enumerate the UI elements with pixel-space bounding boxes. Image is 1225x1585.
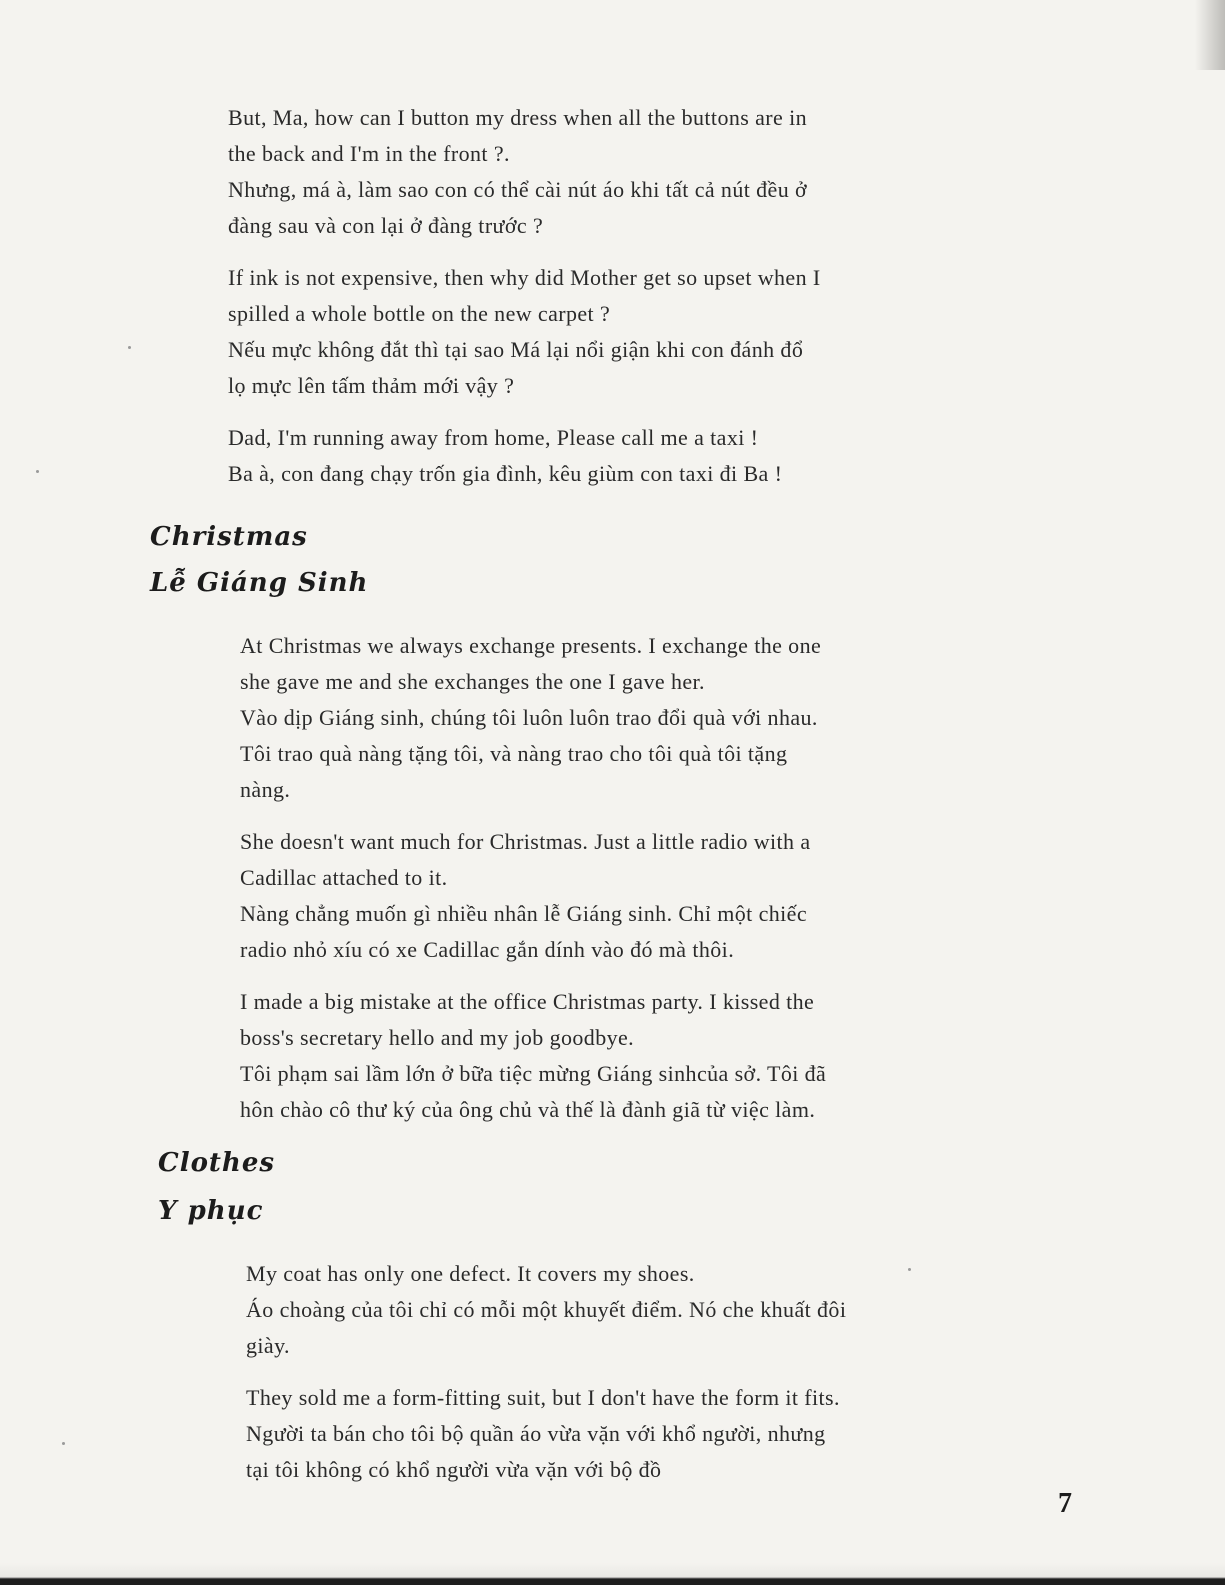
joke-entry — [228, 260, 1068, 404]
vietnamese-line: Vào dịp Giáng sinh, chúng tôi luôn luôn trao đổi quà với nhau. — [240, 705, 818, 730]
english-line: she gave me and she exchanges the one I gave her. — [240, 669, 705, 694]
scan-speck — [36, 470, 39, 473]
english-line: Dad, I'm running away from home, Please call me a taxi ! — [228, 425, 759, 450]
joke-entry — [246, 1256, 1086, 1364]
vietnamese-line: Áo choàng của tôi chỉ có mỗi một khuyết điểm. Nó che khuất đôi — [246, 1297, 847, 1322]
joke-entry — [240, 824, 1080, 968]
section-heading-english: Clothes — [158, 1148, 276, 1178]
scan-speck — [908, 1268, 911, 1271]
vietnamese-line: tại tôi không có khổ người vừa vặn với bộ đồ — [246, 1457, 662, 1482]
vietnamese-line: Tôi trao quà nàng tặng tôi, và nàng trao cho tôi quà tôi tặng — [240, 741, 788, 766]
page-corner-shadow — [1195, 0, 1225, 70]
vietnamese-line: hôn chào cô thư ký của ông chủ và thế là đành giã từ việc làm. — [240, 1097, 816, 1122]
vietnamese-line: radio nhỏ xíu có xe Cadillac gắn dính vào đó mà thôi. — [240, 937, 735, 962]
english-line: I made a big mistake at the office Christmas party. I kissed the — [240, 989, 815, 1014]
vietnamese-line: Nếu mực không đắt thì tại sao Má lại nổi giận khi con đánh đổ — [228, 337, 804, 362]
section-clothes — [246, 1256, 1086, 1504]
joke-entry — [228, 420, 1068, 492]
joke-entry — [240, 628, 1080, 808]
english-line: boss's secretary hello and my job goodbye. — [240, 1025, 635, 1050]
english-line: the back and I'm in the front ?. — [228, 141, 510, 166]
scan-bottom-edge — [0, 1563, 1225, 1585]
section-family-jokes — [228, 100, 1068, 508]
vietnamese-line: Nàng chẳng muốn gì nhiều nhân lễ Giáng sinh. Chỉ một chiếc — [240, 901, 807, 926]
vietnamese-line: giày. — [246, 1333, 290, 1358]
page-number: 7 — [1058, 1488, 1072, 1519]
joke-entry — [240, 984, 1080, 1128]
vietnamese-line: Ba à, con đang chạy trốn gia đình, kêu giùm con taxi đi Ba ! — [228, 461, 783, 486]
vietnamese-line: nàng. — [240, 777, 291, 802]
english-line: Cadillac attached to it. — [240, 865, 448, 890]
section-heading-english: Christmas — [150, 522, 308, 552]
english-line: At Christmas we always exchange presents. I exchange the one — [240, 633, 822, 658]
vietnamese-line: Nhưng, má à, làm sao con có thể cài nút áo khi tất cả nút đều ở — [228, 177, 808, 202]
vietnamese-line: lọ mực lên tấm thảm mới vậy ? — [228, 373, 515, 398]
joke-entry — [228, 100, 1068, 244]
section-heading-vietnamese: Lễ Giáng Sinh — [150, 568, 369, 598]
english-line: My coat has only one defect. It covers my shoes. — [246, 1261, 695, 1286]
vietnamese-line: đàng sau và con lại ở đàng trước ? — [228, 213, 544, 238]
english-line: spilled a whole bottle on the new carpet ? — [228, 301, 611, 326]
english-line: She doesn't want much for Christmas. Just a little radio with a — [240, 829, 811, 854]
vietnamese-line: Tôi phạm sai lầm lớn ở bữa tiệc mừng Giáng sinhcủa sở. Tôi đã — [240, 1061, 827, 1086]
english-line: They sold me a form-fitting suit, but I don't have the form it fits. — [246, 1385, 840, 1410]
section-christmas — [240, 628, 1080, 1144]
joke-entry — [246, 1380, 1086, 1488]
vietnamese-line: Người ta bán cho tôi bộ quần áo vừa vặn với khổ người, nhưng — [246, 1421, 826, 1446]
scan-speck — [62, 1442, 65, 1445]
section-heading-vietnamese: Y phục — [158, 1196, 264, 1226]
english-line: But, Ma, how can I button my dress when all the buttons are in — [228, 105, 807, 130]
scan-speck — [128, 346, 131, 349]
english-line: If ink is not expensive, then why did Mother get so upset when I — [228, 265, 821, 290]
